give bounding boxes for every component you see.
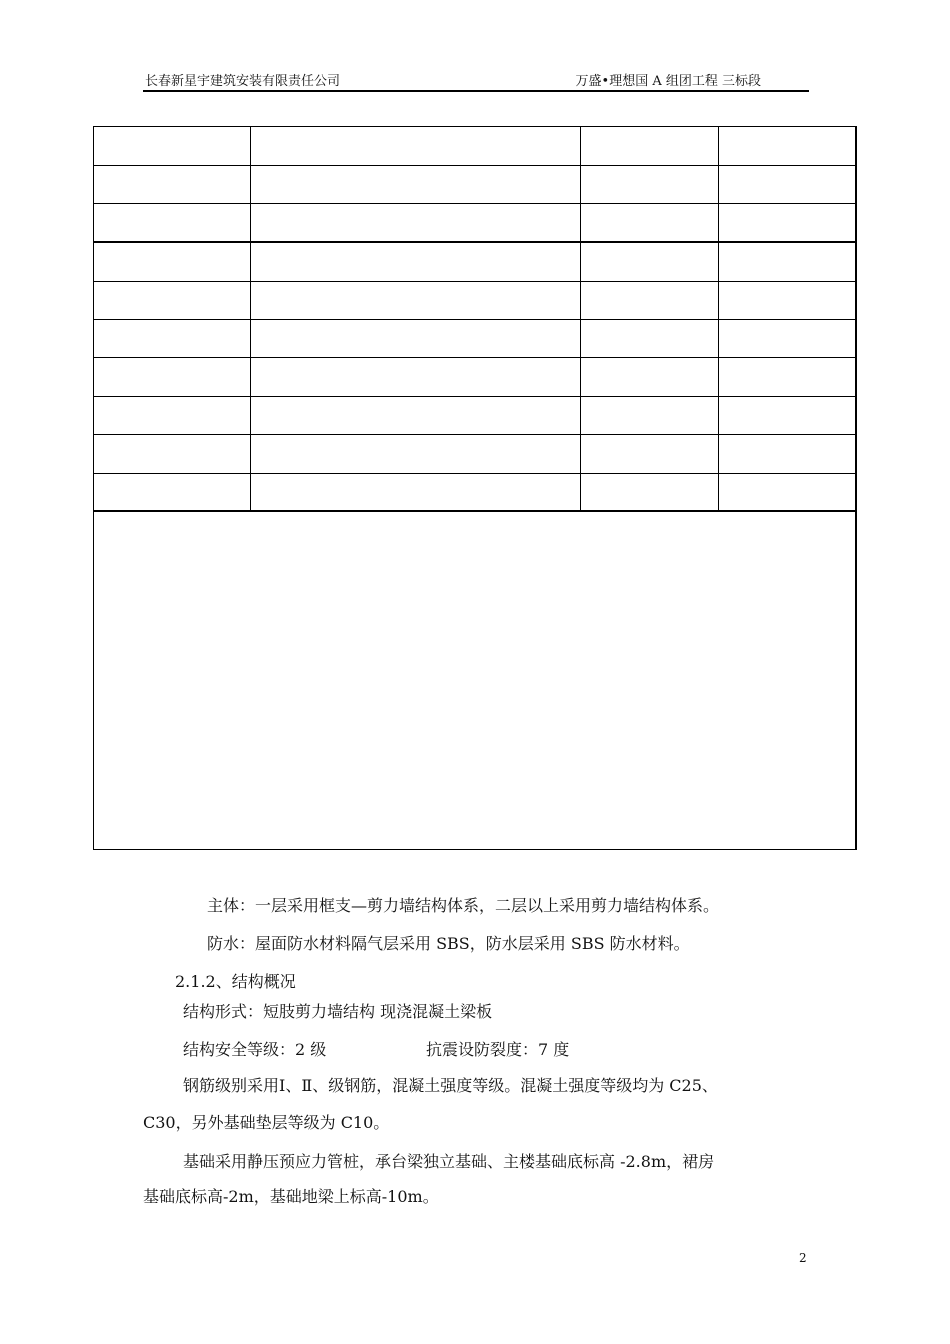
project-name: 万盛•理想国 A 组团工程 三标段	[575, 74, 761, 89]
table-row	[94, 243, 855, 282]
page-header	[143, 68, 809, 92]
table-row	[94, 282, 855, 320]
paragraph-seismic: 抗震设防裂度：7 度	[426, 1040, 570, 1059]
table-row	[94, 127, 855, 166]
paragraph-foundation: 基础采用静压预应力管桩，承台梁独立基础、主楼基础底标高 -2.8m，裙房	[183, 1152, 715, 1171]
table-row	[94, 397, 855, 435]
company-name: 长春新星宇建筑安装有限责任公司	[145, 74, 341, 89]
table-row	[94, 204, 855, 243]
paragraph-rebar: 钢筋级别采用Ⅰ、Ⅱ、级钢筋，混凝土强度等级。混凝土强度等级均为 C25、	[183, 1076, 718, 1095]
empty-table	[93, 126, 857, 850]
paragraph-main-structure: 主体：一层采用框支—剪力墙结构体系，二层以上采用剪力墙结构体系。	[207, 896, 720, 915]
column-divider	[250, 127, 251, 512]
paragraph-rebar-cont: C30，另外基础垫层等级为 C10。	[143, 1113, 390, 1132]
paragraph-structure-form: 结构形式：短肢剪力墙结构 现浇混凝土梁板	[183, 1002, 493, 1021]
column-divider	[718, 127, 719, 512]
table-row	[94, 358, 855, 397]
table-row	[94, 166, 855, 204]
page-number: 2	[799, 1251, 807, 1265]
paragraph-waterproof: 防水：屋面防水材料隔气层采用 SBS，防水层采用 SBS 防水材料。	[207, 934, 690, 953]
table-row	[94, 320, 855, 358]
column-divider	[580, 127, 581, 512]
table-row	[94, 435, 855, 474]
section-title: 2.1.2、结构概况	[175, 972, 296, 991]
table-row	[94, 474, 855, 512]
paragraph-foundation-cont: 基础底标高-2m，基础地梁上标高-10m。	[143, 1187, 439, 1206]
paragraph-safety-grade: 结构安全等级：2 级	[183, 1040, 327, 1059]
